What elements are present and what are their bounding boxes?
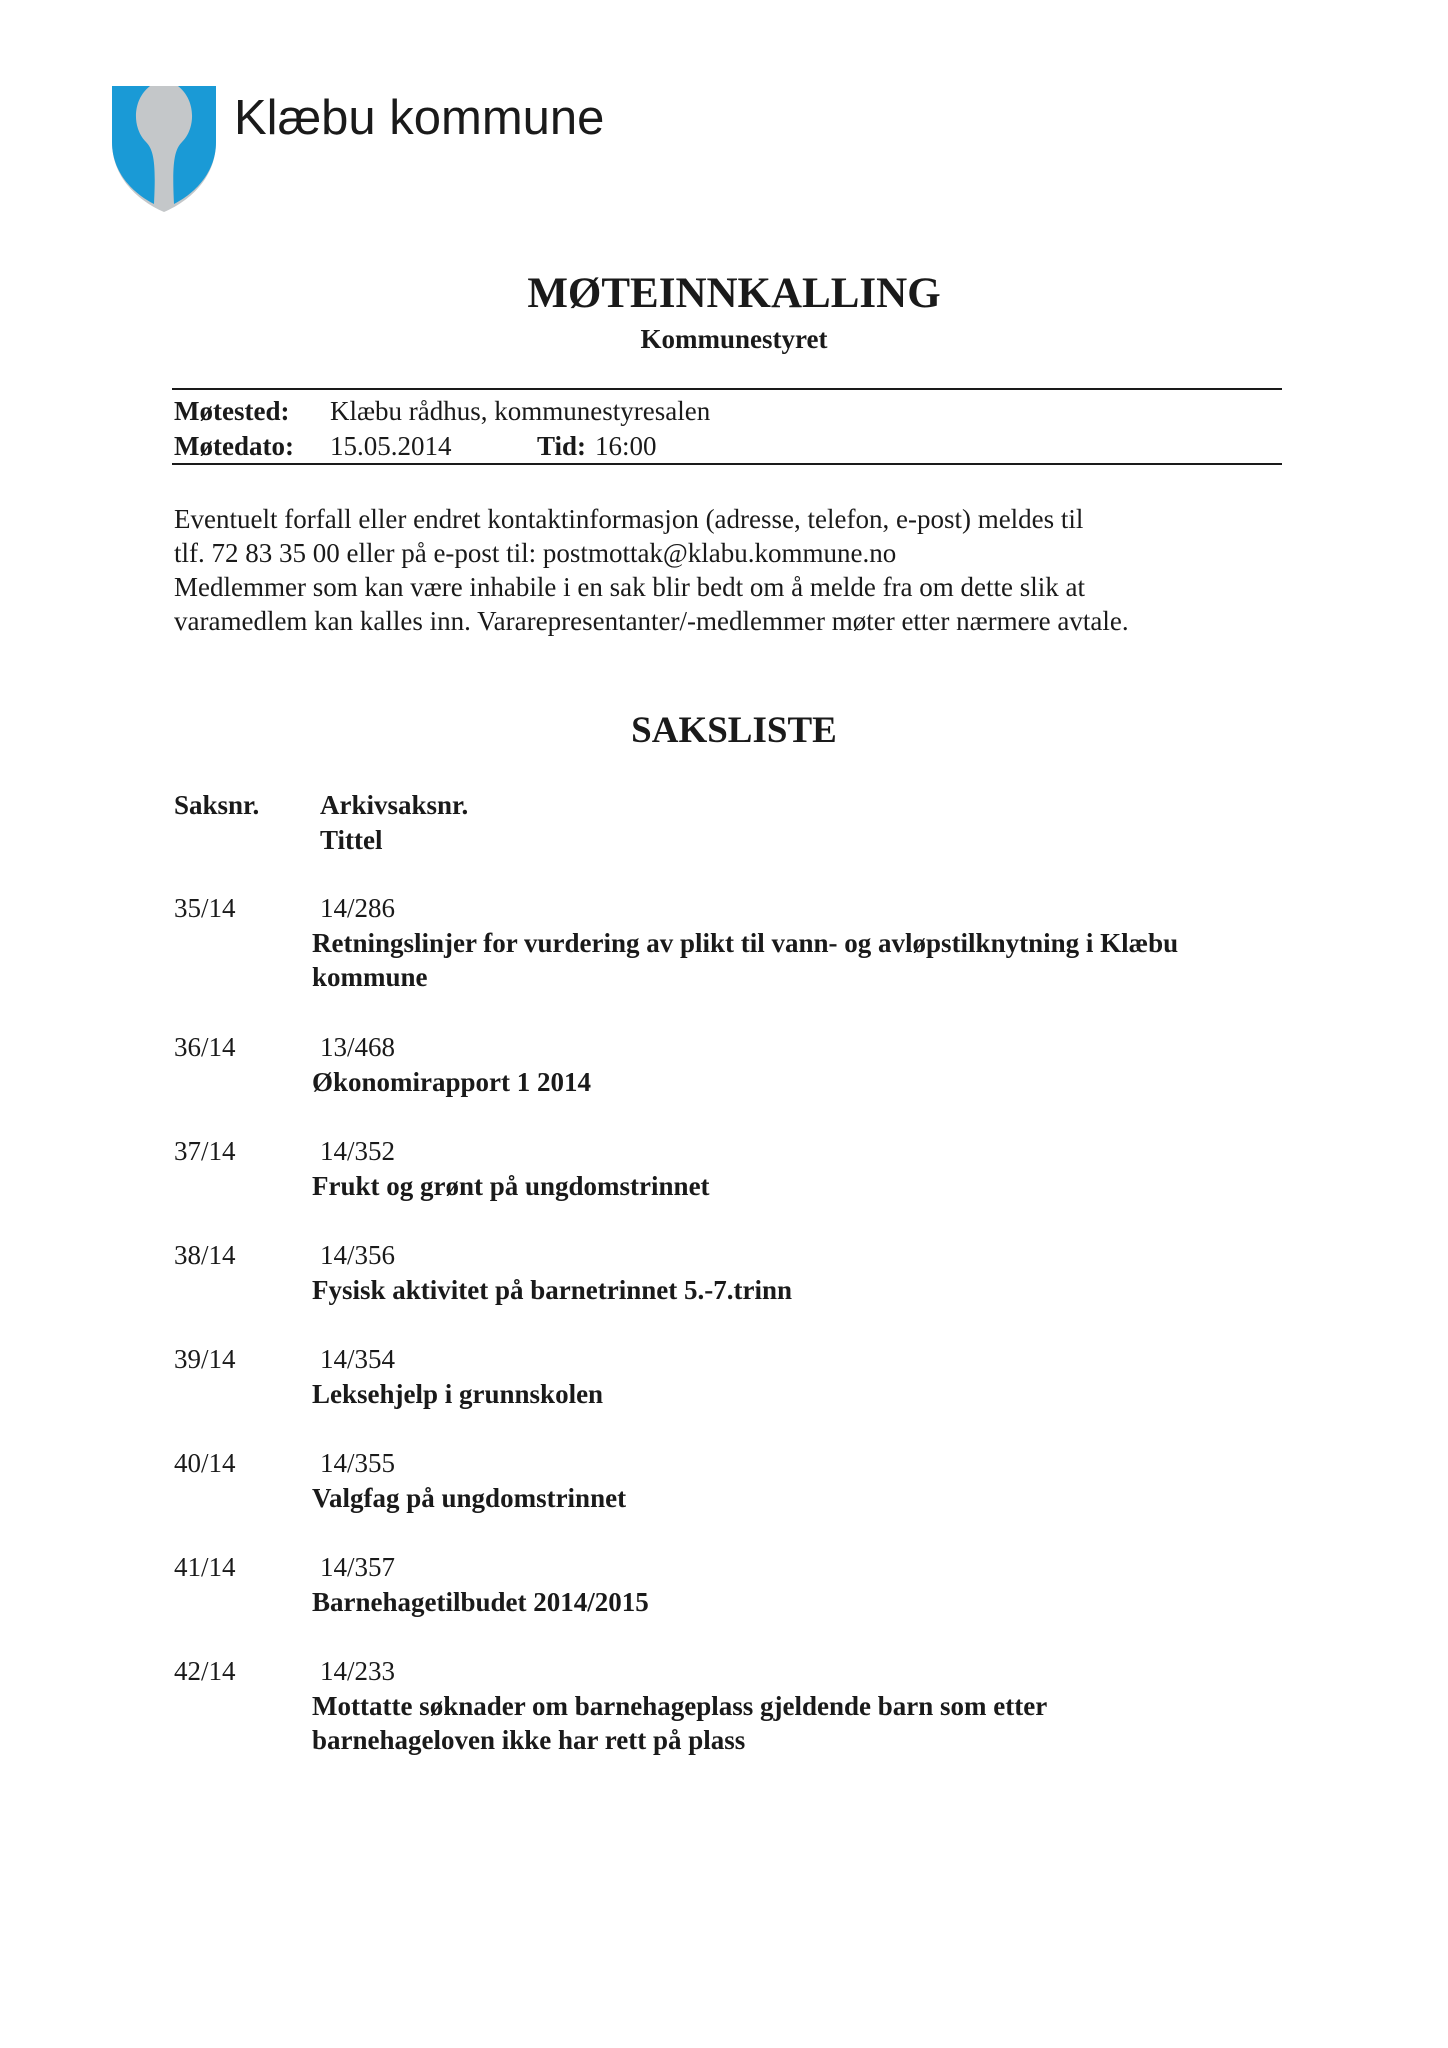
intro-text — [174, 502, 1274, 638]
column-header-arkivsaksnr: Arkivsaksnr. — [320, 790, 469, 820]
case-number: 38/14 — [174, 1240, 236, 1270]
case-title — [312, 926, 1312, 994]
meeting-date-value: 15.05.2014 — [330, 431, 452, 461]
case-number: 41/14 — [174, 1552, 236, 1582]
case-number: 36/14 — [174, 1032, 236, 1062]
case-title-line: Leksehjelp i grunnskolen — [312, 1379, 604, 1409]
archive-case-number: 14/233 — [320, 1656, 396, 1686]
case-number: 40/14 — [174, 1448, 236, 1478]
case-title — [312, 1585, 1312, 1619]
document-title: MØTEINNKALLING — [527, 270, 941, 317]
case-title — [312, 1169, 1312, 1203]
coat-of-arms-logo — [110, 84, 218, 214]
case-title — [312, 1689, 1312, 1757]
case-title-line: Valgfag på ungdomstrinnet — [312, 1483, 627, 1513]
divider-top — [172, 388, 1282, 390]
column-header-saksnr: Saksnr. — [174, 790, 260, 820]
saksliste-heading: SAKSLISTE — [631, 710, 837, 751]
archive-case-number: 13/468 — [320, 1032, 396, 1062]
case-title-line: Frukt og grønt på ungdomstrinnet — [312, 1171, 710, 1201]
case-title — [312, 1481, 1312, 1515]
case-number: 39/14 — [174, 1344, 236, 1374]
case-title-line: Retningslinjer for vurdering av plikt til vann- og avløpstilknytning i Klæbu — [312, 928, 1179, 958]
case-title — [312, 1377, 1312, 1411]
intro-line: Medlemmer som kan være inhabile i en sak blir bedt om å melde fra om dette slik at — [174, 572, 1085, 602]
archive-case-number: 14/352 — [320, 1136, 396, 1166]
case-title-line: kommune — [312, 962, 428, 992]
meeting-place-value: Klæbu rådhus, kommunestyresalen — [330, 396, 711, 426]
case-number: 42/14 — [174, 1656, 236, 1686]
meeting-date-row — [174, 429, 657, 463]
archive-case-number: 14/286 — [320, 893, 396, 923]
intro-line: Eventuelt forfall eller endret kontaktinformasjon (adresse, telefon, e-post) meldes til — [174, 504, 1084, 534]
meeting-place-row — [174, 394, 710, 428]
archive-case-number: 14/357 — [320, 1552, 396, 1582]
case-title-line: Økonomirapport 1 2014 — [312, 1067, 592, 1097]
archive-case-number: 14/355 — [320, 1448, 396, 1478]
divider-bottom — [172, 463, 1282, 465]
archive-case-number: 14/354 — [320, 1344, 396, 1374]
case-title-line: barnehageloven ikke har rett på plass — [312, 1725, 746, 1755]
case-title-line: Mottatte søknader om barnehageplass gjeldende barn som etter — [312, 1691, 1048, 1721]
organization-name: Klæbu kommune — [234, 91, 605, 145]
meeting-time-label: Tid: — [537, 431, 587, 461]
meeting-time-value: 16:00 — [595, 431, 657, 461]
intro-line: tlf. 72 83 35 00 eller på e-post til: postmottak@klabu.kommune.no — [174, 538, 897, 568]
case-title — [312, 1065, 1312, 1099]
case-title — [312, 1273, 1312, 1307]
case-number: 37/14 — [174, 1136, 236, 1166]
column-header-tittel: Tittel — [320, 825, 383, 855]
case-number: 35/14 — [174, 893, 236, 923]
case-title-line: Fysisk aktivitet på barnetrinnet 5.-7.trinn — [312, 1275, 793, 1305]
intro-line: varamedlem kan kalles inn. Vararepresentanter/-medlemmer møter etter nærmere avtale. — [174, 606, 1129, 636]
case-title-line: Barnehagetilbudet 2014/2015 — [312, 1587, 649, 1617]
archive-case-number: 14/356 — [320, 1240, 396, 1270]
meeting-date-label: Møtedato: — [174, 431, 294, 461]
document-subtitle: Kommunestyret — [640, 324, 828, 354]
meeting-place-label: Møtested: — [174, 396, 290, 426]
